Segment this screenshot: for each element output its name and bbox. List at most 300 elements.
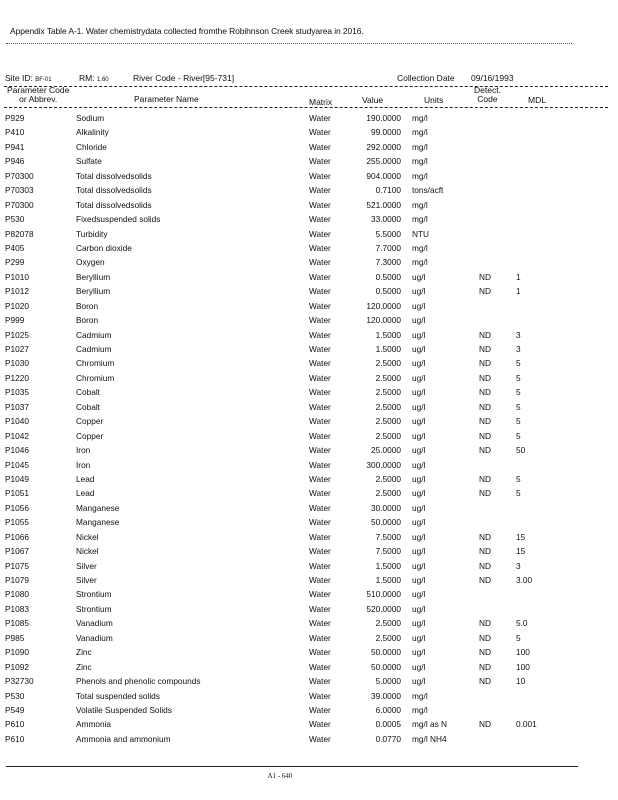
cell-units: ug/l [412,661,426,672]
table-row [0,732,618,746]
cell-units: NTU [412,228,430,239]
table-row [0,472,618,486]
cell-param-name: Manganese [76,517,120,528]
cell-units: ug/l [412,315,426,326]
table-row [0,328,618,342]
cell-matrix: Water [309,141,331,152]
cell-matrix: Water [309,618,331,629]
cell-value: 7.5000 [375,531,401,542]
cell-mdl: 100 [516,647,530,658]
cell-mdl: 100 [516,661,530,672]
cell-units: ug/l [412,618,426,629]
cell-units: ug/l [412,647,426,658]
cell-value: 2.5000 [375,387,401,398]
table-row [0,674,618,688]
cell-units: ug/l [412,517,426,528]
cell-param-name: Turbidity [76,228,108,239]
cell-units: ug/l [412,632,426,643]
cell-param-name: Sodium [76,113,105,123]
cell-value: 0.5000 [375,271,401,282]
cell-param-code: P610 [5,719,25,730]
cell-mdl: 5 [516,387,521,398]
cell-units: mg/l [412,690,428,701]
cell-matrix: Water [309,416,331,427]
cell-detect-code: ND [479,473,491,484]
cell-units: ug/l [412,575,426,585]
cell-matrix: Water [309,344,331,354]
cell-units: ug/l [412,560,426,571]
table-row [0,573,618,587]
cell-units: ug/l [412,300,426,311]
table-row [0,602,618,616]
cell-matrix: Water [309,199,331,210]
table-row [0,371,618,385]
cell-param-name: Fixedsuspended solids [76,214,161,225]
cell-param-code: P410 [5,127,25,138]
cell-param-name: Zinc [76,661,92,672]
cell-param-code: P946 [5,156,25,167]
cell-param-name: Silver [76,560,97,571]
cell-value: 300.0000 [366,459,401,470]
table-row [0,501,618,515]
cell-param-code: P985 [5,632,25,643]
cell-matrix: Water [309,676,331,687]
cell-units: ug/l [412,344,426,354]
cell-matrix: Water [309,632,331,643]
cell-units: mg/l [412,127,428,138]
cell-matrix: Water [309,401,331,412]
cell-matrix: Water [309,704,331,715]
cell-value: 120.0000 [366,315,401,326]
cell-units: ug/l [412,445,426,456]
header-units: Units [424,95,444,105]
cell-param-name: Sulfate [76,156,102,167]
cell-param-code: P70300 [5,199,34,210]
cell-param-code: P1092 [5,661,29,672]
title-divider [6,43,572,44]
table-row [0,299,618,313]
cell-param-code: P1056 [5,502,29,513]
cell-matrix: Water [309,589,331,600]
cell-detect-code: ND [479,488,491,499]
cell-detect-code: ND [479,358,491,369]
table-row [0,414,618,428]
cell-mdl: 3.00 [516,575,533,585]
cell-mdl: 15 [516,531,526,542]
cell-matrix: Water [309,488,331,499]
cell-param-code: P1027 [5,344,29,354]
cell-param-name: Chloride [76,141,107,152]
cell-param-name: Silver [76,575,97,585]
cell-param-name: Cadmium [76,344,112,354]
cell-param-code: P610 [5,733,25,744]
river-mile [79,73,109,83]
table-row [0,645,618,659]
cell-units: ug/l [412,271,426,282]
cell-detect-code: ND [479,531,491,542]
cell-detect-code: ND [479,430,491,441]
cell-units: ug/l [412,387,426,398]
table-row [0,169,618,183]
cell-mdl: 50 [516,445,526,456]
cell-mdl: 10 [516,676,526,687]
cell-matrix: Water [309,228,331,239]
cell-value: 6.0000 [375,704,401,715]
table-row [0,212,618,226]
cell-units: ug/l [412,531,426,542]
cell-value: 292.0000 [366,141,401,152]
cell-value: 7.5000 [375,546,401,557]
cell-value: 0.5000 [375,286,401,297]
cell-value: 2.5000 [375,473,401,484]
cell-value: 50.0000 [371,517,401,528]
cell-value: 0.7100 [375,185,401,196]
table-row [0,154,618,168]
cell-param-name: Boron [76,300,99,311]
cell-mdl: 15 [516,546,526,557]
site-id [5,73,52,83]
cell-param-name: Beryllium [76,271,111,282]
cell-param-name: Vanadium [76,632,113,643]
table-row [0,356,618,370]
collection-date-label: Collection Date [397,73,455,83]
cell-mdl: 5 [516,473,521,484]
cell-value: 2.5000 [375,401,401,412]
site-id-label: Site ID: [5,73,33,83]
cell-units: ug/l [412,372,426,383]
cell-param-name: Volatile Suspended Solids [76,704,172,715]
cell-detect-code: ND [479,271,491,282]
cell-value: 7.3000 [375,257,401,268]
table-row [0,717,618,731]
cell-mdl: 5 [516,358,521,369]
cell-param-name: Phenols and phenolic compounds [76,676,201,687]
cell-mdl: 5 [516,416,521,427]
table-row [0,125,618,139]
table-row [0,559,618,573]
cell-matrix: Water [309,315,331,326]
header-param-code: Parameter Code or Abbrev. [7,85,70,104]
cell-param-name: Copper [76,430,104,441]
cell-value: 50.0000 [371,647,401,658]
cell-value: 25.0000 [371,445,401,456]
cell-value: 5.0000 [375,676,401,687]
cell-param-code: P1079 [5,575,29,585]
cell-matrix: Water [309,647,331,658]
table-row [0,429,618,443]
cell-matrix: Water [309,733,331,744]
table-row [0,486,618,500]
cell-value: 99.0000 [371,127,401,138]
cell-mdl: 5.0 [516,618,528,629]
cell-param-name: Oxygen [76,257,105,268]
cell-detect-code: ND [479,632,491,643]
table-row [0,241,618,255]
cell-param-code: P405 [5,242,25,253]
cell-param-name: Strontium [76,603,112,614]
table-row [0,140,618,154]
cell-units: mg/l [412,257,428,268]
cell-matrix: Water [309,459,331,470]
cell-units: mg/l [412,141,428,152]
cell-matrix: Water [309,387,331,398]
cell-param-code: P1020 [5,300,29,311]
data-table [0,111,618,746]
cell-matrix: Water [309,661,331,672]
rm-value: 1.60 [96,77,109,83]
cell-value: 1.5000 [375,329,401,340]
cell-value: 2.5000 [375,372,401,383]
cell-param-name: Ammonia and ammonium [76,733,171,744]
cell-param-name: Ammonia [76,719,112,730]
table-row [0,515,618,529]
table-row [0,689,618,703]
cell-param-code: P929 [5,113,25,123]
cell-matrix: Water [309,517,331,528]
cell-param-name: Nickel [76,546,99,557]
cell-mdl: 1 [516,286,521,297]
cell-value: 7.7000 [375,242,401,253]
cell-units: ug/l [412,416,426,427]
table-row [0,443,618,457]
cell-param-code: P1220 [5,372,29,383]
cell-matrix: Water [309,690,331,701]
cell-value: 120.0000 [366,300,401,311]
table-row [0,385,618,399]
cell-param-code: P299 [5,257,25,268]
cell-value: 520.0000 [366,603,401,614]
cell-param-code: P1037 [5,401,29,412]
header-value: Value [362,95,384,105]
cell-detect-code: ND [479,618,491,629]
cell-matrix: Water [309,257,331,268]
cell-units: mg/l [412,113,428,123]
cell-param-code: P1030 [5,358,29,369]
cell-param-name: Total dissolvedsolids [76,185,152,196]
cell-units: mg/l [412,242,428,253]
cell-mdl: 5 [516,430,521,441]
table-row [0,111,618,125]
header-param-name: Parameter Name [134,94,199,104]
table-row [0,342,618,356]
cell-param-code: P82078 [5,228,34,239]
cell-units: mg/l [412,156,428,167]
cell-param-code: P1067 [5,546,29,557]
cell-param-name: Boron [76,315,99,326]
cell-detect-code: ND [479,546,491,557]
cell-matrix: Water [309,430,331,441]
table-row [0,255,618,269]
cell-param-code: P530 [5,690,25,701]
cell-matrix: Water [309,372,331,383]
cell-detect-code: ND [479,372,491,383]
cell-param-code: P1035 [5,387,29,398]
cell-detect-code: ND [479,560,491,571]
cell-param-name: Lead [76,473,95,484]
cell-param-code: P1085 [5,618,29,629]
cell-units: ug/l [412,502,426,513]
cell-param-name: Nickel [76,531,99,542]
cell-param-code: P1083 [5,603,29,614]
cell-mdl: 5 [516,488,521,499]
table-row [0,530,618,544]
cell-units: ug/l [412,329,426,340]
cell-units: mg/l NH4 [412,733,447,744]
cell-detect-code: ND [479,344,491,354]
cell-matrix: Water [309,185,331,196]
cell-param-code: P1025 [5,329,29,340]
table-row [0,631,618,645]
cell-value: 2.5000 [375,618,401,629]
cell-param-name: Cadmium [76,329,112,340]
cell-value: 50.0000 [371,661,401,672]
cell-param-code: P1075 [5,560,29,571]
table-row [0,703,618,717]
table-row [0,270,618,284]
cell-mdl: 1 [516,271,521,282]
cell-matrix: Water [309,603,331,614]
cell-matrix: Water [309,473,331,484]
table-title: Appendix Table A-1. Water chemistrydata collected fromthe Robihnson Creek studyarea in 2016. [10,26,364,36]
cell-value: 30.0000 [371,502,401,513]
cell-value: 255.0000 [366,156,401,167]
cell-value: 2.5000 [375,416,401,427]
cell-param-name: Iron [76,445,91,456]
header-detect-code: Detect. Code [474,85,501,104]
cell-param-code: P1042 [5,430,29,441]
cell-param-code: P70300 [5,170,34,181]
cell-units: mg/l [412,214,428,225]
cell-value: 2.5000 [375,632,401,643]
cell-param-code: P1040 [5,416,29,427]
cell-param-code: P32730 [5,676,34,687]
footer-divider [6,766,578,767]
header-bottom-divider [4,107,608,108]
table-row [0,616,618,630]
cell-value: 33.0000 [371,214,401,225]
cell-value: 904.0000 [366,170,401,181]
cell-param-name: Manganese [76,502,120,513]
cell-mdl: 5 [516,401,521,412]
header-top-divider [4,86,608,87]
cell-matrix: Water [309,271,331,282]
cell-matrix: Water [309,156,331,167]
cell-detect-code: ND [479,329,491,340]
table-row [0,544,618,558]
cell-matrix: Water [309,531,331,542]
cell-param-name: Copper [76,416,104,427]
cell-detect-code: ND [479,647,491,658]
cell-detect-code: ND [479,661,491,672]
cell-detect-code: ND [479,416,491,427]
cell-param-name: Zinc [76,647,92,658]
cell-matrix: Water [309,127,331,138]
cell-matrix: Water [309,560,331,571]
cell-matrix: Water [309,242,331,253]
cell-detect-code: ND [479,401,491,412]
table-row [0,284,618,298]
cell-units: ug/l [412,546,426,557]
table-row [0,313,618,327]
cell-value: 190.0000 [366,113,401,123]
cell-units: ug/l [412,430,426,441]
cell-param-code: P1049 [5,473,29,484]
cell-param-code: P1010 [5,271,29,282]
cell-matrix: Water [309,170,331,181]
cell-detect-code: ND [479,387,491,398]
cell-param-name: Cobalt [76,387,100,398]
cell-matrix: Water [309,358,331,369]
cell-value: 2.5000 [375,488,401,499]
cell-param-code: P1080 [5,589,29,600]
cell-param-code: P1045 [5,459,29,470]
cell-param-code: P1066 [5,531,29,542]
cell-matrix: Water [309,502,331,513]
cell-param-name: Total dissolvedsolids [76,170,152,181]
cell-param-code: P1090 [5,647,29,658]
cell-matrix: Water [309,329,331,340]
cell-units: ug/l [412,603,426,614]
cell-param-code: P999 [5,315,25,326]
cell-value: 2.5000 [375,430,401,441]
cell-value: 2.5000 [375,358,401,369]
cell-mdl: 0.001 [516,719,537,730]
cell-param-name: Chromium [76,372,115,383]
header-mdl: MDL [528,95,546,105]
cell-param-name: Vanadium [76,618,113,629]
cell-param-code: P70303 [5,185,34,196]
page-number: A1 - 640 [267,772,293,780]
header-matrix: Matrix [309,97,333,107]
cell-value: 1.5000 [375,344,401,354]
cell-matrix: Water [309,445,331,456]
cell-param-name: Strontium [76,589,112,600]
cell-param-code: P1051 [5,488,29,499]
rm-label: RM: [79,73,95,83]
cell-param-code: P549 [5,704,25,715]
cell-param-name: Beryllium [76,286,111,297]
cell-value: 5.5000 [375,228,401,239]
cell-param-code: P1012 [5,286,29,297]
cell-matrix: Water [309,719,331,730]
cell-value: 510.0000 [366,589,401,600]
table-row [0,227,618,241]
table-row [0,400,618,414]
cell-mdl: 3 [516,560,521,571]
cell-units: ug/l [412,401,426,412]
cell-param-name: Total suspended solids [76,690,160,701]
cell-matrix: Water [309,113,331,123]
cell-param-name: Carbon dioxide [76,242,132,253]
cell-detect-code: ND [479,445,491,456]
cell-param-name: Total dissolvedsolids [76,199,152,210]
cell-value: 0.0005 [375,719,401,730]
table-row [0,458,618,472]
cell-matrix: Water [309,214,331,225]
table-row [0,198,618,212]
cell-units: ug/l [412,358,426,369]
cell-matrix: Water [309,546,331,557]
cell-param-name: Alkalinity [76,127,109,138]
cell-value: 1.5000 [375,575,401,585]
cell-param-name: Cobalt [76,401,100,412]
table-row [0,587,618,601]
cell-value: 0.0770 [375,733,401,744]
cell-param-code: P530 [5,214,25,225]
cell-param-name: Iron [76,459,91,470]
cell-param-code: P1055 [5,517,29,528]
cell-detect-code: ND [479,286,491,297]
